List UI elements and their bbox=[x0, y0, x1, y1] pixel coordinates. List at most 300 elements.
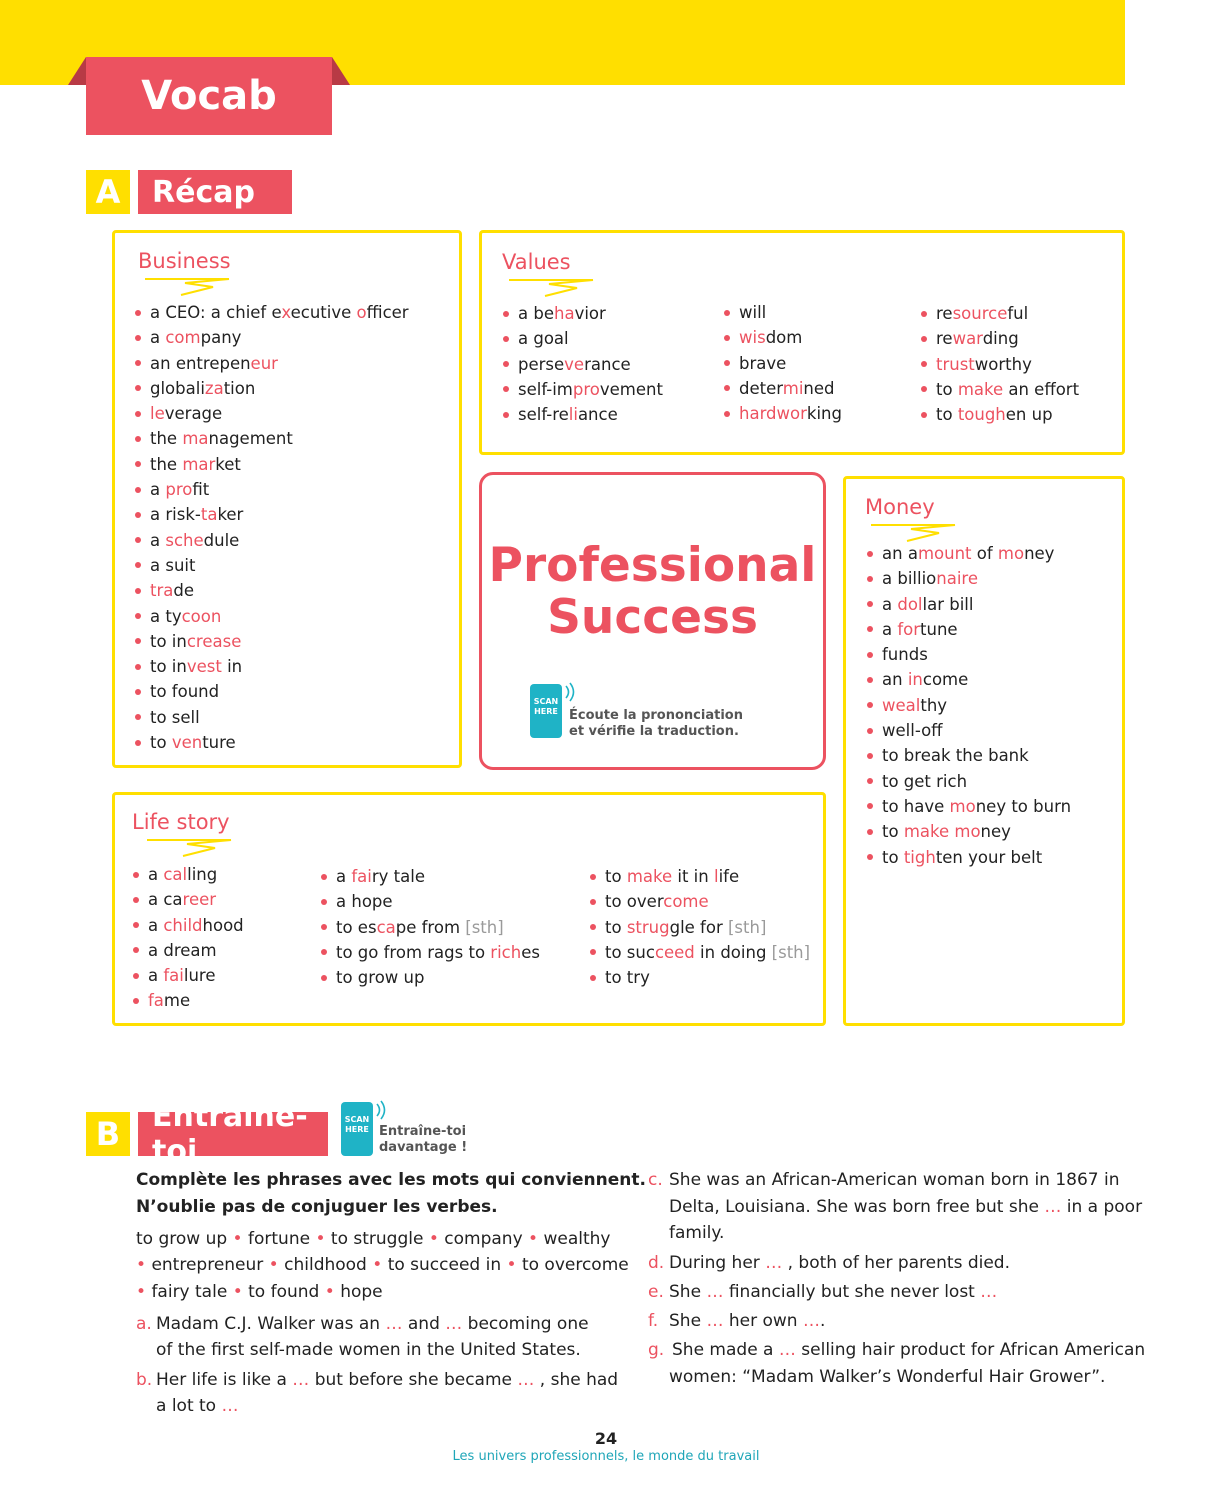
highlight-text: • bbox=[423, 1229, 445, 1249]
text-segment: pany bbox=[200, 328, 242, 348]
highlight-text: wis bbox=[739, 328, 766, 348]
vocab-tab: Vocab bbox=[86, 57, 332, 135]
highlight-text: • bbox=[366, 1255, 388, 1275]
text-segment: ife bbox=[718, 867, 740, 886]
highlight-text: za bbox=[204, 378, 224, 398]
text-segment: a bbox=[148, 966, 164, 986]
word-bank-line3 bbox=[136, 1279, 383, 1305]
text-segment: thy bbox=[920, 695, 948, 715]
text-segment: to succeed in bbox=[387, 1255, 502, 1275]
text-segment: ten your belt bbox=[935, 847, 1043, 867]
text-segment: come bbox=[922, 670, 969, 690]
squiggle-decoration bbox=[871, 523, 957, 543]
highlight-text: sche bbox=[165, 530, 204, 550]
values-title: Values bbox=[502, 250, 571, 274]
text-segment: vement bbox=[599, 379, 663, 399]
vocab-item bbox=[724, 401, 842, 426]
highlight-text: fai bbox=[163, 966, 184, 986]
text-segment: fortune bbox=[248, 1229, 311, 1249]
exercise-g bbox=[648, 1337, 1145, 1364]
life-list-col2 bbox=[321, 864, 540, 990]
highlight-text: mo bbox=[997, 544, 1025, 563]
vocab-item bbox=[867, 743, 1071, 768]
highlight-text: pro bbox=[165, 480, 193, 500]
text-segment: a billio bbox=[882, 569, 937, 589]
highlight-text: ca bbox=[376, 917, 396, 937]
highlight-text: … bbox=[517, 1370, 535, 1390]
text-segment: ful bbox=[1007, 304, 1029, 323]
highlight-text: … bbox=[385, 1314, 403, 1334]
text-segment: ney to burn bbox=[975, 796, 1072, 816]
text-segment: a bbox=[336, 867, 352, 886]
vocab-item bbox=[321, 940, 540, 965]
vocab-item bbox=[135, 502, 409, 527]
highlight-text: make bbox=[626, 867, 673, 886]
text-segment: re bbox=[936, 304, 953, 323]
text-segment: a bbox=[148, 865, 164, 884]
placeholder-text: [sth] bbox=[465, 917, 504, 937]
highlight-text: … bbox=[706, 1311, 724, 1331]
text-segment: She was an African-American woman born in 1867 in bbox=[669, 1170, 1120, 1190]
text-segment: to over bbox=[605, 892, 664, 912]
highlight-text: for bbox=[897, 619, 921, 639]
text-segment: en up bbox=[1005, 405, 1053, 425]
text-segment: but before she became bbox=[309, 1370, 518, 1390]
text-segment: to in bbox=[150, 631, 187, 651]
text-segment: to bbox=[882, 847, 904, 867]
business-box bbox=[112, 230, 462, 768]
scan-note-line1: Écoute la prononciation bbox=[569, 708, 743, 723]
professional-title-line1: Professional bbox=[488, 538, 817, 593]
section-b-note-line2: davantage ! bbox=[379, 1140, 468, 1155]
text-segment: ney bbox=[1024, 544, 1055, 563]
highlight-text: ha bbox=[553, 304, 575, 323]
vocab-item bbox=[135, 629, 409, 654]
highlight-text: … bbox=[292, 1370, 310, 1390]
highlight-text: ceed bbox=[654, 942, 695, 962]
text-segment: to break the bank bbox=[882, 746, 1029, 766]
highlight-text: x bbox=[281, 303, 291, 322]
highlight-text: naire bbox=[936, 569, 978, 589]
text-segment: hope bbox=[340, 1282, 383, 1302]
vocab-item bbox=[867, 769, 1071, 794]
highlight-text: make bbox=[957, 379, 1004, 399]
highlight-text: … bbox=[765, 1253, 783, 1273]
text-segment: in a poor bbox=[1061, 1197, 1143, 1217]
text-segment: re bbox=[936, 329, 953, 349]
highlight-text: hardwor bbox=[739, 404, 807, 424]
placeholder-text: [sth] bbox=[727, 917, 767, 937]
text-segment: ture bbox=[202, 733, 236, 753]
highlight-text: mo bbox=[954, 822, 981, 842]
vocab-item bbox=[135, 654, 409, 679]
vocab-item bbox=[135, 452, 409, 477]
highlight-text: … bbox=[802, 1311, 820, 1331]
vocab-item bbox=[135, 604, 409, 629]
exercise-c bbox=[648, 1167, 1120, 1194]
text-segment: a bbox=[882, 619, 898, 639]
text-segment: to overcome bbox=[521, 1255, 629, 1275]
vocab-item bbox=[590, 965, 810, 990]
highlight-text: child bbox=[163, 915, 203, 935]
page-number: 24 bbox=[594, 1429, 618, 1448]
text-segment: to go from rags to bbox=[336, 942, 491, 962]
text-segment: worthy bbox=[974, 354, 1032, 374]
vocab-item bbox=[321, 915, 540, 940]
vocab-item bbox=[867, 819, 1071, 844]
highlight-text: • bbox=[522, 1229, 544, 1249]
highlight-text: reer bbox=[182, 890, 217, 910]
text-segment: lure bbox=[183, 966, 216, 986]
highlight-text: mi bbox=[782, 378, 804, 398]
business-title: Business bbox=[138, 249, 231, 273]
text-segment: and bbox=[402, 1314, 446, 1334]
highlight-text: … bbox=[1044, 1197, 1062, 1217]
exercise-d-line1 bbox=[669, 1253, 1010, 1273]
text-segment: well-off bbox=[882, 721, 943, 741]
vocab-item bbox=[724, 325, 842, 350]
highlight-text: • bbox=[136, 1282, 152, 1302]
text-segment: to grow up bbox=[136, 1229, 228, 1249]
text-segment: to found bbox=[248, 1282, 320, 1302]
text-segment: to bbox=[605, 917, 627, 937]
exercise-b-line1 bbox=[156, 1370, 618, 1390]
values-list-col1 bbox=[503, 301, 663, 427]
text-segment: a bbox=[882, 594, 898, 614]
life-story-box bbox=[112, 792, 826, 1026]
text-segment: a bbox=[148, 915, 164, 935]
life-story-title: Life story bbox=[132, 810, 230, 834]
highlight-text: ma bbox=[182, 429, 209, 449]
vocab-item bbox=[503, 402, 663, 427]
vocab-item bbox=[867, 718, 1071, 743]
text-segment: fairy tale bbox=[151, 1282, 228, 1302]
vocab-item bbox=[133, 938, 244, 963]
vocab-item bbox=[133, 988, 244, 1013]
vocab-item bbox=[867, 592, 1071, 617]
text-segment: in doing bbox=[694, 942, 772, 962]
text-segment: a lot to bbox=[156, 1396, 222, 1416]
professional-success-box bbox=[479, 472, 826, 770]
section-a-title: Récap bbox=[138, 170, 292, 214]
money-list bbox=[867, 541, 1071, 870]
vocab-item bbox=[921, 402, 1079, 427]
text-segment: globali bbox=[150, 378, 205, 398]
text-segment: of the first self-made women in the United States. bbox=[156, 1340, 581, 1360]
vocab-item bbox=[135, 477, 409, 502]
vocab-item bbox=[135, 730, 409, 755]
text-segment: an a bbox=[882, 544, 918, 563]
text-segment: ned bbox=[803, 378, 835, 398]
text-segment: funds bbox=[882, 645, 928, 665]
text-segment: dule bbox=[203, 530, 240, 550]
vocab-item bbox=[135, 401, 409, 426]
vocab-item bbox=[921, 301, 1079, 326]
exercise-d bbox=[648, 1250, 1010, 1277]
text-segment: wealthy bbox=[543, 1229, 611, 1249]
exercise-a-line1 bbox=[156, 1314, 589, 1334]
text-segment: ling bbox=[187, 865, 218, 884]
highlight-text: tough bbox=[957, 405, 1006, 425]
vocab-item bbox=[135, 300, 409, 325]
scan-here-phone-icon[interactable]: SCAN HERE bbox=[530, 684, 562, 738]
highlight-text: ta bbox=[200, 505, 218, 525]
exercise-letter: f. bbox=[648, 1311, 659, 1331]
text-segment: a CEO: a chief e bbox=[150, 303, 282, 322]
exercise-letter: e. bbox=[648, 1282, 664, 1302]
text-segment: to try bbox=[605, 968, 650, 988]
footer-subtitle: Les univers professionnels, le monde du travail bbox=[452, 1449, 760, 1464]
text-segment: es bbox=[521, 942, 540, 962]
text-segment: family. bbox=[669, 1223, 725, 1243]
text-segment: will bbox=[739, 303, 767, 322]
text-segment: dom bbox=[765, 328, 803, 348]
text-segment: in bbox=[221, 657, 243, 677]
vocab-item bbox=[321, 965, 540, 990]
signal-waves-icon bbox=[564, 682, 578, 702]
vocab-item bbox=[135, 325, 409, 350]
exercise-c-line2 bbox=[669, 1194, 1142, 1221]
vocab-item bbox=[724, 300, 842, 325]
highlight-text: tigh bbox=[903, 847, 936, 867]
exercise-a bbox=[136, 1311, 589, 1338]
highlight-text: pro bbox=[572, 379, 600, 399]
exercise-b bbox=[136, 1367, 618, 1394]
vocab-item bbox=[590, 889, 810, 914]
vocab-item bbox=[921, 352, 1079, 377]
text-segment: it in bbox=[672, 867, 714, 886]
text-segment: to bbox=[605, 867, 627, 886]
text-segment: an bbox=[882, 670, 908, 690]
highlight-text: ven bbox=[171, 733, 203, 753]
vocab-item bbox=[867, 617, 1071, 642]
highlight-text: … bbox=[221, 1396, 239, 1416]
vocab-item bbox=[503, 301, 663, 326]
vocab-item bbox=[867, 693, 1071, 718]
text-segment: to struggle bbox=[330, 1229, 424, 1249]
highlight-text: rich bbox=[490, 942, 522, 962]
highlight-text: • bbox=[227, 1282, 249, 1302]
vocab-item bbox=[135, 578, 409, 603]
text-segment: She made a bbox=[672, 1340, 779, 1360]
exercise-g-line2 bbox=[669, 1364, 1105, 1391]
text-segment: becoming one bbox=[462, 1314, 589, 1334]
exercise-c-line3 bbox=[669, 1220, 724, 1247]
vocab-item bbox=[135, 553, 409, 578]
text-segment: to have bbox=[882, 796, 950, 816]
text-segment: entrepreneur bbox=[151, 1255, 264, 1275]
section-b-note-line1: Entraîne-toi bbox=[379, 1124, 467, 1139]
text-segment: lar bill bbox=[922, 594, 974, 614]
text-segment: gle for bbox=[669, 917, 728, 937]
scan-here-phone-icon[interactable]: SCAN HERE bbox=[341, 1102, 373, 1156]
text-segment: selling hair product for African American bbox=[795, 1340, 1146, 1360]
highlight-text: weal bbox=[882, 695, 921, 715]
instruction-line1: Complète les phrases avec les mots qui conviennent. bbox=[136, 1170, 646, 1190]
highlight-text: fai bbox=[351, 867, 372, 886]
text-segment: self-im bbox=[518, 379, 573, 399]
text-segment: of bbox=[971, 544, 998, 563]
text-segment: Her life is like a bbox=[156, 1370, 293, 1390]
vocab-item bbox=[135, 679, 409, 704]
exercise-letter: a. bbox=[136, 1314, 152, 1334]
money-title: Money bbox=[865, 495, 935, 519]
highlight-text: … bbox=[980, 1282, 998, 1302]
vocab-item bbox=[321, 864, 540, 889]
vocab-item bbox=[503, 326, 663, 351]
text-segment: a be bbox=[518, 304, 554, 323]
signal-waves-icon bbox=[375, 1100, 389, 1120]
exercise-letter: d. bbox=[648, 1253, 665, 1273]
highlight-text: mar bbox=[182, 454, 216, 474]
highlight-text: … bbox=[778, 1340, 796, 1360]
text-segment: ance bbox=[577, 405, 618, 425]
text-segment: vior bbox=[574, 304, 606, 323]
text-segment: hood bbox=[202, 915, 244, 935]
exercise-c-line1 bbox=[669, 1170, 1120, 1190]
text-segment: She bbox=[669, 1311, 707, 1331]
squiggle-decoration bbox=[509, 278, 595, 298]
text-segment: a ca bbox=[148, 890, 183, 910]
text-segment: fit bbox=[192, 480, 210, 500]
text-segment: financially but she never lost bbox=[723, 1282, 981, 1302]
highlight-text: o bbox=[356, 303, 367, 322]
vocab-item bbox=[135, 426, 409, 451]
text-segment: a risk- bbox=[150, 505, 201, 525]
professional-title-line2: Success bbox=[547, 590, 758, 645]
text-segment: nagement bbox=[208, 429, 293, 449]
section-a-letter: A bbox=[86, 170, 130, 214]
text-segment: to bbox=[936, 379, 958, 399]
text-segment: deter bbox=[739, 378, 783, 398]
text-segment: to es bbox=[336, 917, 377, 937]
text-segment: ry tale bbox=[371, 867, 425, 886]
vocab-item bbox=[724, 351, 842, 376]
vocab-item bbox=[867, 642, 1071, 667]
text-segment: women: “Madam Walker’s Wonderful Hair Grower”. bbox=[669, 1367, 1106, 1387]
text-segment: a bbox=[150, 328, 166, 348]
text-segment: tune bbox=[920, 619, 958, 639]
text-segment: self-re bbox=[518, 405, 569, 425]
vocab-item bbox=[867, 541, 1071, 566]
exercise-letter: g. bbox=[648, 1340, 665, 1360]
section-b-letter: B bbox=[86, 1112, 130, 1156]
highlight-text: com bbox=[165, 328, 201, 348]
text-segment: perse bbox=[518, 354, 565, 374]
squiggle-decoration bbox=[147, 838, 233, 858]
vocab-item bbox=[135, 351, 409, 376]
vocab-item bbox=[590, 864, 810, 889]
vocab-item bbox=[921, 377, 1079, 402]
vocab-item bbox=[321, 889, 540, 914]
exercise-g-line1 bbox=[672, 1340, 1145, 1360]
text-segment: Madam C.J. Walker was an bbox=[156, 1314, 386, 1334]
text-segment: pe from bbox=[395, 917, 466, 937]
highlight-text: crease bbox=[186, 631, 242, 651]
text-segment: her own bbox=[723, 1311, 803, 1331]
text-segment: ding bbox=[982, 329, 1019, 349]
text-segment: to bbox=[150, 733, 172, 753]
highlight-text: dol bbox=[897, 594, 923, 614]
exercise-letter: b. bbox=[136, 1370, 153, 1390]
highlight-text: • bbox=[310, 1229, 331, 1249]
vocab-item bbox=[590, 940, 810, 965]
text-segment: an entrepen bbox=[150, 353, 251, 373]
highlight-text: • bbox=[501, 1255, 522, 1275]
section-b-title: Entraîne-toi bbox=[138, 1112, 328, 1156]
vocab-item bbox=[867, 667, 1071, 692]
exercise-f bbox=[648, 1308, 825, 1335]
highlight-text: • bbox=[227, 1229, 248, 1249]
highlight-text: l bbox=[713, 867, 719, 886]
exercise-letter: c. bbox=[648, 1170, 663, 1190]
highlight-text: vest bbox=[186, 657, 222, 677]
highlight-text: strug bbox=[626, 917, 670, 937]
text-segment: company bbox=[444, 1229, 523, 1249]
text-segment: to grow up bbox=[336, 968, 425, 988]
highlight-text: fa bbox=[148, 991, 164, 1011]
text-segment: a suit bbox=[150, 555, 196, 575]
word-bank-line2 bbox=[136, 1252, 629, 1278]
vocab-item bbox=[867, 845, 1071, 870]
text-segment: fficer bbox=[366, 303, 409, 322]
text-segment: to found bbox=[150, 682, 220, 702]
vocab-item bbox=[503, 352, 663, 377]
highlight-text: ve bbox=[564, 354, 585, 374]
text-segment: the bbox=[150, 429, 183, 449]
exercise-f-line1 bbox=[669, 1311, 825, 1331]
highlight-text: eur bbox=[250, 353, 278, 373]
highlight-text: le bbox=[150, 404, 165, 424]
highlight-text: coon bbox=[181, 606, 222, 626]
vocab-item bbox=[867, 794, 1071, 819]
highlight-text: come bbox=[663, 892, 709, 912]
highlight-text: trust bbox=[936, 354, 975, 374]
text-segment: to bbox=[936, 405, 958, 425]
text-segment: king bbox=[806, 404, 842, 424]
highlight-text: mount bbox=[917, 544, 972, 563]
instruction-line2: N’oublie pas de conjuguer les verbes. bbox=[136, 1197, 498, 1217]
values-box bbox=[479, 230, 1125, 455]
life-list-col1 bbox=[133, 862, 244, 1014]
vocab-item bbox=[133, 913, 244, 938]
life-list-col3 bbox=[590, 864, 810, 990]
vocab-item bbox=[724, 376, 842, 401]
vocab-item bbox=[135, 376, 409, 401]
highlight-text: cal bbox=[163, 865, 188, 884]
highlight-text: … bbox=[706, 1282, 724, 1302]
vocab-item bbox=[867, 566, 1071, 591]
vocab-item bbox=[133, 887, 244, 912]
business-list bbox=[135, 300, 409, 755]
text-segment: the bbox=[150, 454, 183, 474]
text-segment: , both of her parents died. bbox=[782, 1253, 1011, 1273]
text-segment: a bbox=[150, 480, 166, 500]
vocab-item bbox=[503, 377, 663, 402]
values-list-col3 bbox=[921, 301, 1079, 427]
values-list-col2 bbox=[724, 300, 842, 426]
highlight-text: make bbox=[903, 822, 950, 842]
vocab-item bbox=[133, 862, 244, 887]
text-segment: a dream bbox=[148, 940, 217, 960]
vocab-item bbox=[590, 915, 810, 940]
money-box bbox=[843, 476, 1125, 1026]
highlight-text: • bbox=[136, 1255, 152, 1275]
text-segment: verage bbox=[164, 404, 223, 424]
exercise-a-line2 bbox=[156, 1337, 581, 1364]
text-segment: Delta, Louisiana. She was born free but she bbox=[669, 1197, 1045, 1217]
text-segment: ket bbox=[215, 454, 241, 474]
